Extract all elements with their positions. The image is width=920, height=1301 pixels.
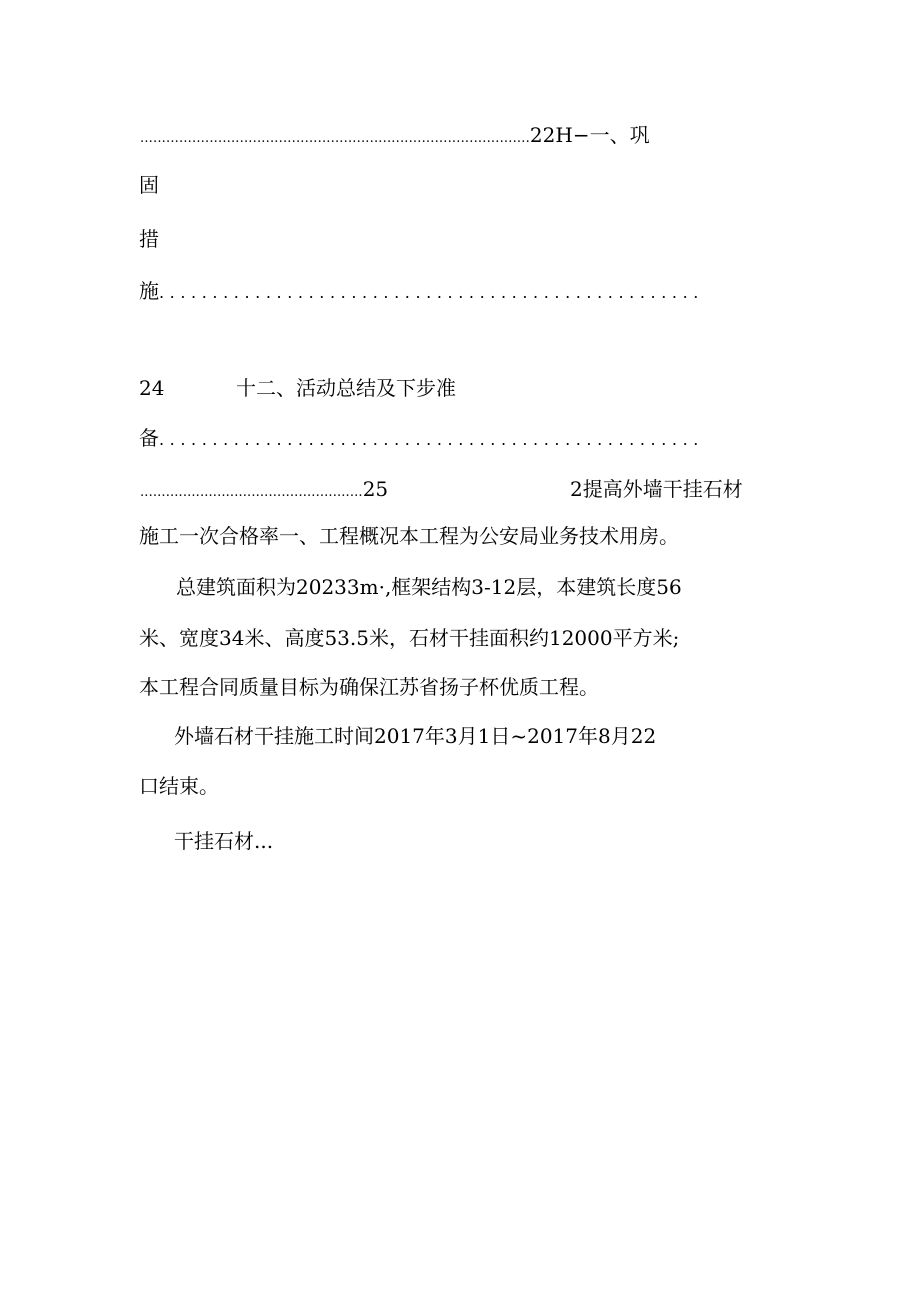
toc-line-2 [139,171,159,199]
toc-entry-text: 十二、活动总结及下步准 [236,376,456,400]
toc-entry-text: 2提高外墙干挂石材 [570,477,743,501]
toc-leader-dots: ................................................... [159,283,704,302]
toc-leader-dots: .................................................... [140,485,363,500]
toc-leader-dots: ................................................... [159,430,704,449]
toc-line-5 [139,374,164,402]
toc-page-number: 25 [362,477,389,501]
body-line-5 [174,722,656,750]
body-line-7 [174,827,273,855]
body-text: 施工一次合格率一、工程概况本工程为公安局业务技术用房。 [139,524,679,548]
toc-entry-text: 22H−一、巩 [529,123,650,147]
body-text: 总建筑面积为20233m·,框架结构3-12层，本建筑长度56 [176,575,682,599]
toc-entry-text: 备 [139,426,159,450]
body-text: 口结束。 [139,774,219,798]
body-text: 干挂石材... [174,829,274,853]
toc-entry-text: 措 [139,227,159,251]
toc-entry-text: 施 [139,279,159,303]
body-text: 米、宽度34米、高度53.5米，石材干挂面积约12000平方米; [139,626,680,650]
toc-entry-text: 固 [139,173,159,197]
toc-line-3 [139,225,159,253]
body-line-3 [139,624,679,652]
toc-line-6 [139,424,704,454]
body-line-4 [139,673,599,701]
toc-leader-dots: .......................................................................................... [140,131,530,146]
body-text: 外墙石材干挂施工时间2017年3月1日~2017年8月22 [174,724,657,748]
toc-page-number: 24 [139,376,165,400]
toc-line-1 [140,121,650,153]
body-text: 本工程合同质量目标为确保江苏省扬子杯优质工程。 [139,675,599,699]
body-line-1 [139,522,679,550]
body-line-2 [176,573,682,601]
toc-line-7-tail [570,475,743,503]
toc-line-5-title [236,374,456,402]
body-line-6 [139,772,219,800]
toc-line-7 [140,475,388,507]
toc-line-4 [139,277,704,307]
